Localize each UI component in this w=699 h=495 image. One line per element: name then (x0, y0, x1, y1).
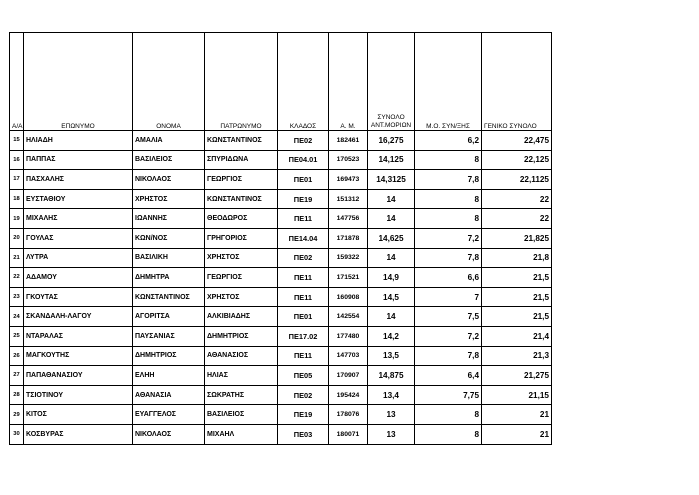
cell-total: 14,3125 (368, 170, 415, 190)
cell-name: ΕΛΗΗ (133, 366, 205, 386)
cell-name: ΔΗΜΗΤΡΑ (133, 268, 205, 288)
table-row (10, 248, 552, 268)
cell-branch: ΠΕ05 (278, 366, 329, 386)
cell-branch: ΠΕ04.01 (278, 150, 329, 170)
table-row (10, 405, 552, 425)
header-father: ΠΑΤΡΩΝΥΜΟ (205, 33, 278, 131)
cell-father: ΓΡΗΓΟΡΙΟΣ (205, 228, 278, 248)
cell-name: ΠΑΥΣΑΝΙΑΣ (133, 326, 205, 346)
cell-grand-total: 21,8 (482, 248, 552, 268)
cell-am: 182461 (329, 131, 368, 151)
cell-surname: ΜΙΧΑΛΗΣ (24, 209, 133, 229)
cell-mo: 7,75 (415, 385, 482, 405)
cell-father: ΑΛΚΙΒΙΑΔΗΣ (205, 307, 278, 327)
cell-total: 14 (368, 248, 415, 268)
header-total-line1: ΣΥΝΟΛΟ (377, 114, 405, 121)
cell-aa: 30 (10, 424, 24, 444)
cell-am: 180071 (329, 424, 368, 444)
cell-aa: 24 (10, 307, 24, 327)
cell-am: 171878 (329, 228, 368, 248)
cell-surname: ΠΑΠΑΘΑΝΑΣΙΟΥ (24, 366, 133, 386)
cell-grand-total: 22,1125 (482, 170, 552, 190)
cell-mo: 6,6 (415, 268, 482, 288)
cell-surname: ΓΟΥΛΑΣ (24, 228, 133, 248)
cell-surname: ΤΣΙΟΤΙΝΟΥ (24, 385, 133, 405)
cell-surname: ΓΚΟΥΤΑΣ (24, 287, 133, 307)
table-row (10, 307, 552, 327)
cell-name: ΕΥΑΓΓΕΛΟΣ (133, 405, 205, 425)
cell-surname: ΗΛΙΑΔΗ (24, 131, 133, 151)
cell-aa: 19 (10, 209, 24, 229)
cell-am: 169473 (329, 170, 368, 190)
table-row (10, 209, 552, 229)
cell-am: 170907 (329, 366, 368, 386)
cell-name: ΑΜΑΛΙΑ (133, 131, 205, 151)
cell-branch: ΠΕ02 (278, 248, 329, 268)
cell-total: 14,625 (368, 228, 415, 248)
cell-surname: ΜΑΓΚΟΥΤΗΣ (24, 346, 133, 366)
cell-am: 171521 (329, 268, 368, 288)
header-branch: ΚΛΑΔΟΣ (278, 33, 329, 131)
cell-total: 14,2 (368, 326, 415, 346)
cell-father: ΓΕΩΡΓΙΟΣ (205, 268, 278, 288)
cell-grand-total: 21,5 (482, 307, 552, 327)
cell-branch: ΠΕ01 (278, 307, 329, 327)
cell-branch: ΠΕ11 (278, 209, 329, 229)
cell-father: ΧΡΗΣΤΟΣ (205, 248, 278, 268)
cell-mo: 8 (415, 150, 482, 170)
cell-branch: ΠΕ02 (278, 131, 329, 151)
cell-am: 160908 (329, 287, 368, 307)
cell-mo: 8 (415, 405, 482, 425)
cell-father: ΔΗΜΗΤΡΙΟΣ (205, 326, 278, 346)
cell-name: ΝΙΚΟΛΑΟΣ (133, 170, 205, 190)
cell-father: ΓΕΩΡΓΙΟΣ (205, 170, 278, 190)
cell-total: 13,4 (368, 385, 415, 405)
cell-branch: ΠΕ17.02 (278, 326, 329, 346)
header-surname: ΕΠΩΝΥΜΟ (24, 33, 133, 131)
cell-mo: 6,4 (415, 366, 482, 386)
cell-surname: ΑΔΑΜΟΥ (24, 268, 133, 288)
cell-name: ΑΘΑΝΑΣΙΑ (133, 385, 205, 405)
cell-mo: 7,8 (415, 170, 482, 190)
cell-grand-total: 21,3 (482, 346, 552, 366)
cell-name: ΧΡΗΣΤΟΣ (133, 189, 205, 209)
cell-name: ΙΩΑΝΝΗΣ (133, 209, 205, 229)
cell-father: ΒΑΣΙΛΕΙΟΣ (205, 405, 278, 425)
cell-surname: ΣΚΑΝΔΑΛΗ-ΛΑΓΟΥ (24, 307, 133, 327)
cell-aa: 15 (10, 131, 24, 151)
cell-surname: ΚΟΣΒΥΡΑΣ (24, 424, 133, 444)
cell-aa: 25 (10, 326, 24, 346)
cell-branch: ΠΕ19 (278, 189, 329, 209)
cell-aa: 23 (10, 287, 24, 307)
cell-name: ΚΩΝ/ΝΟΣ (133, 228, 205, 248)
cell-surname: ΠΑΣΧΑΛΗΣ (24, 170, 133, 190)
cell-total: 14 (368, 189, 415, 209)
cell-mo: 7,2 (415, 228, 482, 248)
cell-total: 14,875 (368, 366, 415, 386)
cell-name: ΒΑΣΙΛΕΙΟΣ (133, 150, 205, 170)
header-total (368, 33, 415, 131)
cell-aa: 27 (10, 366, 24, 386)
cell-am: 159322 (329, 248, 368, 268)
cell-total: 13 (368, 424, 415, 444)
cell-total: 13,5 (368, 346, 415, 366)
cell-total: 16,275 (368, 131, 415, 151)
cell-name: ΒΑΣΙΛΙΚΗ (133, 248, 205, 268)
cell-grand-total: 22,125 (482, 150, 552, 170)
cell-branch: ΠΕ02 (278, 385, 329, 405)
cell-grand-total: 21,5 (482, 268, 552, 288)
cell-mo: 7 (415, 287, 482, 307)
cell-grand-total: 21,825 (482, 228, 552, 248)
cell-aa: 21 (10, 248, 24, 268)
cell-total: 14 (368, 209, 415, 229)
header-aa: Α/Α (10, 33, 24, 131)
cell-mo: 7,5 (415, 307, 482, 327)
cell-grand-total: 22 (482, 189, 552, 209)
cell-father: ΜΙΧΑΗΛ (205, 424, 278, 444)
cell-grand-total: 21,5 (482, 287, 552, 307)
header-total-line2: ΑΝΤ.ΜΟΡΙΩΝ (370, 122, 412, 129)
cell-am: 142554 (329, 307, 368, 327)
table-row (10, 424, 552, 444)
header-am: Α. Μ. (329, 33, 368, 131)
cell-mo: 8 (415, 424, 482, 444)
cell-grand-total: 21,4 (482, 326, 552, 346)
cell-mo: 8 (415, 209, 482, 229)
cell-surname: ΚΙΤΟΣ (24, 405, 133, 425)
cell-total: 13 (368, 405, 415, 425)
cell-grand-total: 22 (482, 209, 552, 229)
cell-grand-total: 21,15 (482, 385, 552, 405)
table-row (10, 366, 552, 386)
cell-mo: 7,2 (415, 326, 482, 346)
cell-branch: ΠΕ19 (278, 405, 329, 425)
cell-grand-total: 21 (482, 424, 552, 444)
cell-am: 151312 (329, 189, 368, 209)
cell-father: ΘΕΟΔΩΡΟΣ (205, 209, 278, 229)
cell-am: 147756 (329, 209, 368, 229)
cell-father: ΣΩΚΡΑΤΗΣ (205, 385, 278, 405)
cell-aa: 18 (10, 189, 24, 209)
cell-father: ΣΠΥΡΙΔΩΝΑ (205, 150, 278, 170)
cell-am: 147703 (329, 346, 368, 366)
table-row (10, 131, 552, 151)
cell-surname: ΠΑΠΠΑΣ (24, 150, 133, 170)
table-row (10, 228, 552, 248)
cell-total: 14,5 (368, 287, 415, 307)
cell-total: 14,125 (368, 150, 415, 170)
cell-branch: ΠΕ11 (278, 287, 329, 307)
cell-aa: 16 (10, 150, 24, 170)
cell-branch: ΠΕ11 (278, 346, 329, 366)
cell-mo: 7,8 (415, 346, 482, 366)
cell-aa: 17 (10, 170, 24, 190)
cell-am: 178076 (329, 405, 368, 425)
table-row (10, 150, 552, 170)
cell-am: 177480 (329, 326, 368, 346)
cell-father: ΚΩΝΣΤΑΝΤΙΝΟΣ (205, 131, 278, 151)
cell-name: ΝΙΚΟΛΑΟΣ (133, 424, 205, 444)
header-row (10, 33, 552, 131)
table-row (10, 287, 552, 307)
ranking-table (9, 32, 552, 445)
cell-aa: 29 (10, 405, 24, 425)
cell-aa: 20 (10, 228, 24, 248)
cell-aa: 26 (10, 346, 24, 366)
cell-grand-total: 21 (482, 405, 552, 425)
cell-aa: 28 (10, 385, 24, 405)
cell-total: 14,9 (368, 268, 415, 288)
cell-surname: ΛΥΤΡΑ (24, 248, 133, 268)
table-row (10, 326, 552, 346)
cell-grand-total: 21,275 (482, 366, 552, 386)
cell-mo: 8 (415, 189, 482, 209)
table-row (10, 189, 552, 209)
cell-mo: 7,8 (415, 248, 482, 268)
cell-surname: ΕΥΣΤΑΘΙΟΥ (24, 189, 133, 209)
cell-branch: ΠΕ14.04 (278, 228, 329, 248)
cell-am: 195424 (329, 385, 368, 405)
cell-father: ΧΡΗΣΤΟΣ (205, 287, 278, 307)
cell-name: ΔΗΜΗΤΡΙΟΣ (133, 346, 205, 366)
table-row (10, 346, 552, 366)
cell-am: 170523 (329, 150, 368, 170)
cell-father: ΚΩΝΣΤΑΝΤΙΝΟΣ (205, 189, 278, 209)
cell-surname: ΝΤΑΡΑΛΑΣ (24, 326, 133, 346)
cell-father: ΑΘΑΝΑΣΙΟΣ (205, 346, 278, 366)
cell-name: ΑΓΟΡΙΤΣΑ (133, 307, 205, 327)
cell-branch: ΠΕ11 (278, 268, 329, 288)
cell-total: 14 (368, 307, 415, 327)
cell-father: ΗΛΙΑΣ (205, 366, 278, 386)
header-mo: Μ.Ο. ΣΥΝ/ΞΗΣ (415, 33, 482, 131)
header-name: ΟΝΟΜΑ (133, 33, 205, 131)
cell-branch: ΠΕ01 (278, 170, 329, 190)
cell-mo: 6,2 (415, 131, 482, 151)
cell-branch: ΠΕ03 (278, 424, 329, 444)
table-row (10, 385, 552, 405)
cell-grand-total: 22,475 (482, 131, 552, 151)
table-row (10, 170, 552, 190)
header-grand-total: ΓΕΝΙΚΟ ΣΥΝΟΛΟ (482, 33, 552, 131)
cell-name: ΚΩΝΣΤΑΝΤΙΝΟΣ (133, 287, 205, 307)
table-row (10, 268, 552, 288)
cell-aa: 22 (10, 268, 24, 288)
